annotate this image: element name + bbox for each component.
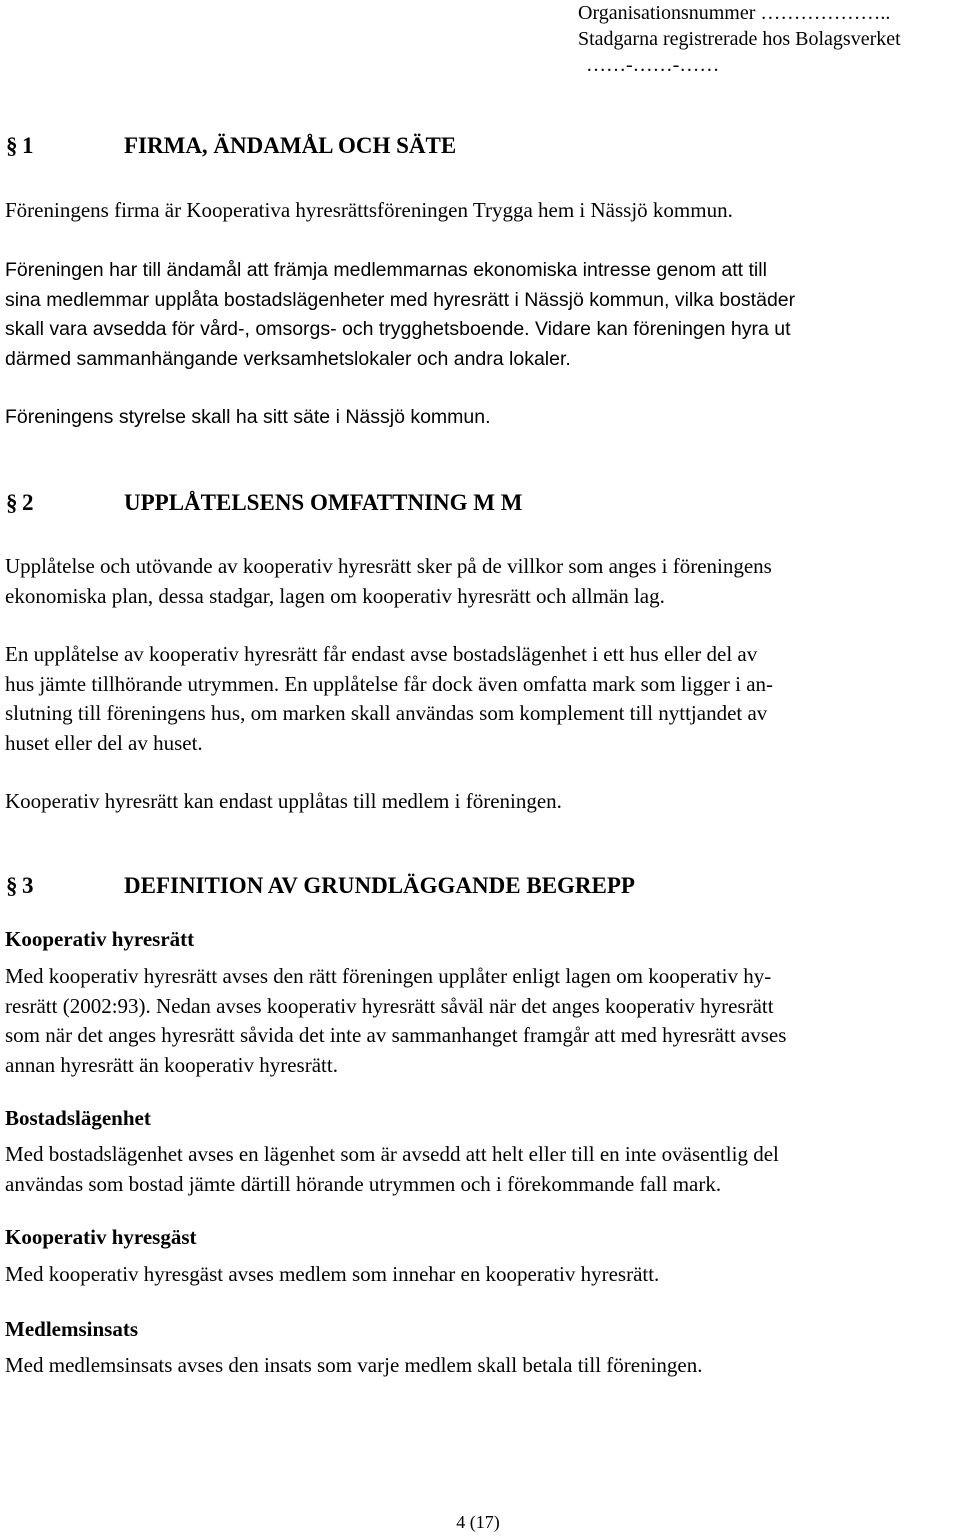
text-line: En upplåtelse av kooperativ hyresrätt får endast avse bostadslägenhet i ett hus eller del av <box>5 642 758 666</box>
term-heading: Kooperativ hyresgäst <box>5 1225 197 1249</box>
section-number: 2 <box>22 490 34 515</box>
page-number-text: 4 (17) <box>456 1512 500 1532</box>
text-line: resrätt (2002:93). Nedan avses kooperativ hyresrätt såväl när det anges kooperativ hyresrätt <box>5 993 774 1018</box>
text-line: därmed sammanhängande verksamhetslokaler och andra lokaler. <box>5 347 571 370</box>
term-definition <box>5 962 958 1080</box>
text-line: sina medlemmar upplåta bostadslägenheter med hyresrätt i Nässjö kommun, vilka bostäder <box>5 288 796 311</box>
paragraph-sign: § <box>6 133 18 158</box>
text-line: Med medlemsinsats avses den insats som varje medlem skall betala till föreningen. <box>5 1353 703 1377</box>
text-line: Kooperativ hyresrätt kan endast upplåtas till medlem i föreningen. <box>5 789 562 813</box>
section-number: 1 <box>22 133 34 158</box>
term-definition <box>5 1260 958 1290</box>
text-line: Med kooperativ hyresrätt avses den rätt föreningen upplåter enligt lagen om kooperativ hy- <box>5 964 772 988</box>
term-heading: Medlemsinsats <box>5 1317 138 1341</box>
term-heading: Bostadslägenhet <box>5 1106 151 1130</box>
section-1-paragraph-2 <box>5 256 958 374</box>
text-line: annan hyresrätt än kooperativ hyresrätt. <box>5 1052 338 1077</box>
term-definition <box>5 1140 958 1199</box>
section-title: UPPLÅTELSENS OMFATTNING M M <box>124 490 523 515</box>
section-2-paragraph-3 <box>5 787 958 817</box>
text-line: ekonomiska plan, dessa stadgar, lagen om kooperativ hyresrätt och allmän lag. <box>5 583 665 608</box>
section-title: DEFINITION AV GRUNDLÄGGANDE BEGREPP <box>124 873 635 898</box>
section-2-paragraph-2 <box>5 640 958 758</box>
section-number: 3 <box>22 873 34 898</box>
registration-date-line: ……-……-…… <box>586 54 720 76</box>
text-line: skall vara avsedda för vård-, omsorgs- och trygghetsboende. Vidare kan föreningen hyra ut <box>5 318 791 340</box>
text-line: Föreningens styrelse skall ha sitt säte i Nässjö kommun. <box>5 406 491 428</box>
section-title: FIRMA, ÄNDAMÅL OCH SÄTE <box>124 133 457 158</box>
term-definition <box>5 1351 958 1381</box>
text-line: hus jämte tillhörande utrymmen. En upplåtelse får dock även omfatta mark som ligger i an- <box>5 671 774 696</box>
text-line: huset eller del av huset. <box>5 730 203 755</box>
section-2-paragraph-1 <box>5 552 958 611</box>
text-line: som när det anges hyresrätt såvida det inte av sammanhanget framgår att med hyresrätt avses <box>5 1023 787 1047</box>
page-number <box>0 1512 960 1533</box>
org-number-line: Organisationsnummer ……………….. <box>578 2 891 24</box>
text-line: Upplåtelse och utövande av kooperativ hyresrätt sker på de villkor som anges i föreningens <box>5 554 772 578</box>
text-line: Föreningens firma är Kooperativa hyresrättsföreningen Trygga hem i Nässjö kommun. <box>5 198 733 222</box>
paragraph-sign: § <box>6 490 18 515</box>
document-header <box>578 0 958 78</box>
text-line: Föreningen har till ändamål att främja medlemmarnas ekonomiska intresse genom att till <box>5 259 767 281</box>
text-line: Med kooperativ hyresgäst avses medlem som innehar en kooperativ hyresrätt. <box>5 1262 660 1286</box>
text-line: användas som bostad jämte därtill hörande utrymmen och i förekommande fall mark. <box>5 1171 722 1196</box>
term-heading: Kooperativ hyresrätt <box>5 927 195 951</box>
text-line: slutning till föreningens hus, om marken skall användas som komplement till nyttjandet av <box>5 701 768 725</box>
paragraph-sign: § <box>6 873 18 898</box>
registration-line: Stadgarna registrerade hos Bolagsverket <box>578 28 901 50</box>
section-1-paragraph-1 <box>5 196 958 226</box>
section-1-paragraph-3 <box>5 403 958 433</box>
text-line: Med bostadslägenhet avses en lägenhet som är avsedd att helt eller till en inte oväsentlig del <box>5 1142 779 1166</box>
